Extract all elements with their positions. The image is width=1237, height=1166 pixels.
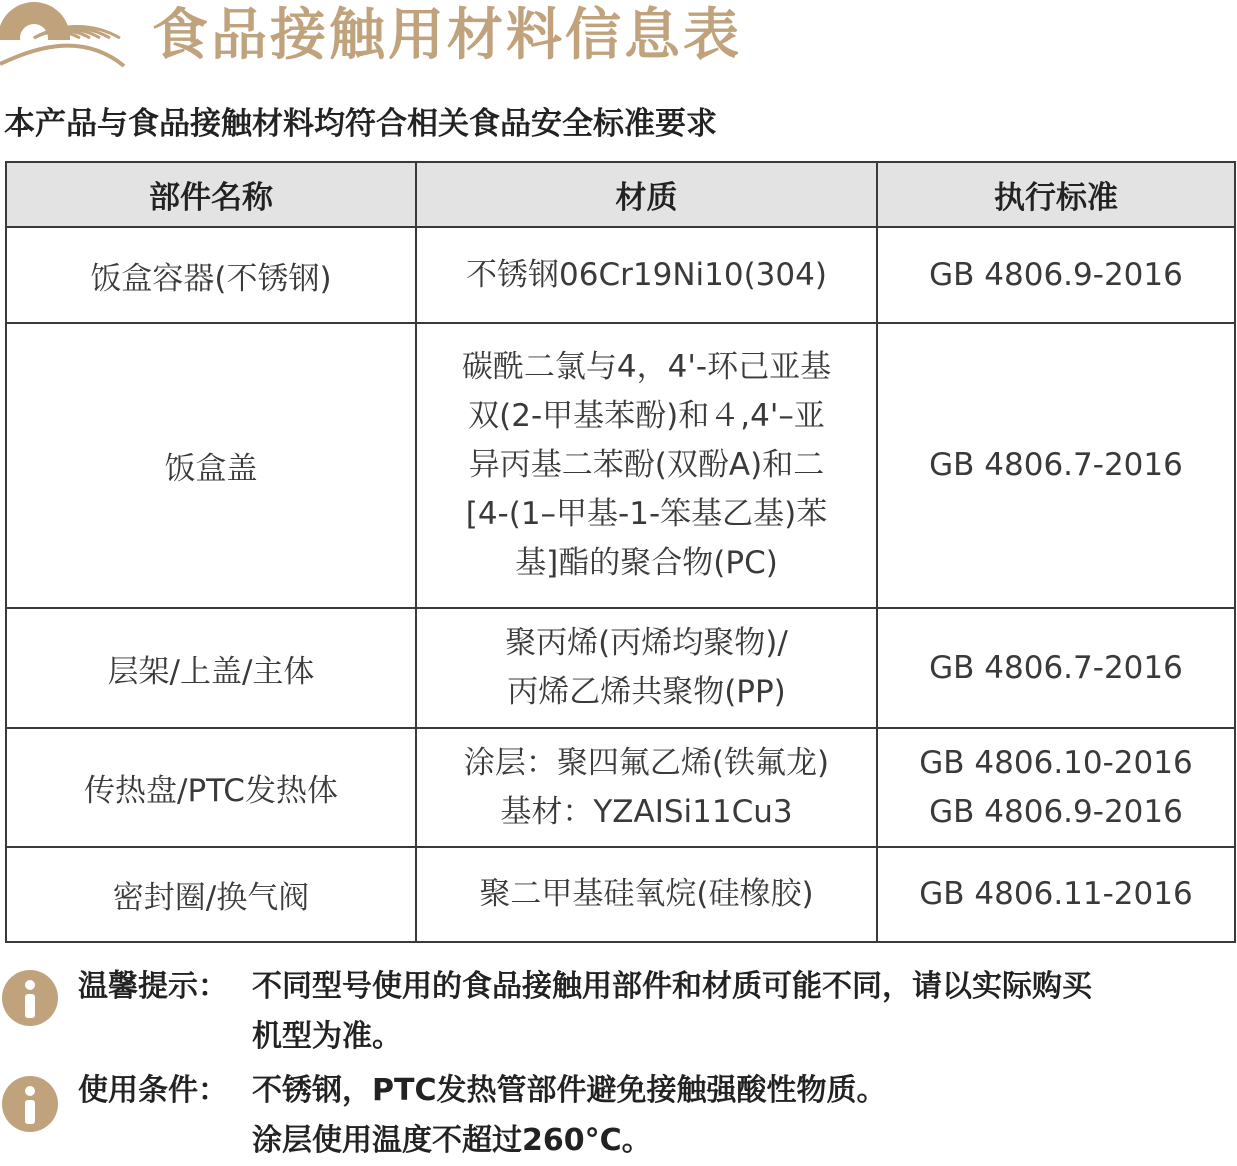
standard-line: GB 4806.7-2016	[929, 447, 1183, 483]
material-line: 基材：YZAISi11Cu3	[500, 793, 793, 830]
part-cell: 密封圈/换气阀	[6, 847, 416, 942]
usage-line: 不锈钢，PTC发热管部件避免接触强酸性物质。	[252, 1073, 887, 1108]
material-line: 异丙基二苯酚(双酚A)和二	[468, 447, 825, 483]
standard-cell	[877, 323, 1235, 608]
material-line: 聚丙烯(丙烯均聚物)/	[505, 625, 788, 661]
standard-line: GB 4806.10-2016	[919, 744, 1193, 781]
table-row	[6, 608, 1235, 728]
part-cell: 饭盒容器(不锈钢)	[6, 227, 416, 323]
info-icon	[2, 970, 58, 1026]
page-subtitle: 本产品与食品接触材料均符合相关食品安全标准要求	[4, 106, 717, 142]
materials-table	[5, 161, 1236, 943]
tip-line: 机型为准。	[252, 1019, 402, 1054]
info-icon	[2, 1076, 58, 1132]
material-line: [4-(1–甲基-1-笨基乙基)苯	[465, 496, 828, 532]
material-line: 丙烯乙烯共聚物(PP)	[507, 674, 786, 710]
standard-cell	[877, 847, 1235, 942]
material-cell	[416, 847, 877, 942]
material-line: 不锈钢06Cr19Ni10(304)	[466, 256, 827, 293]
part-cell: 传热盘/PTC发热体	[6, 728, 416, 847]
tip-line: 不同型号使用的食品接触用部件和材质可能不同，请以实际购买	[252, 969, 1092, 1004]
tip-text	[252, 962, 1229, 1062]
standard-line: GB 4806.9-2016	[929, 793, 1183, 830]
usage-text	[252, 1066, 1229, 1166]
column-header-standard: 执行标准	[877, 162, 1235, 227]
material-cell	[416, 728, 877, 847]
table-row	[6, 227, 1235, 323]
table-row	[6, 323, 1235, 608]
table-row	[6, 728, 1235, 847]
material-line: 聚二甲基硅氧烷(硅橡胶)	[479, 876, 814, 912]
standard-line: GB 4806.11-2016	[919, 876, 1193, 912]
material-line: 双(2-甲基苯酚)和４,4'–亚	[468, 398, 825, 434]
material-cell	[416, 323, 877, 608]
material-cell	[416, 608, 877, 728]
usage-label: 使用条件：	[78, 1073, 228, 1108]
material-cell	[416, 227, 877, 323]
part-cell: 饭盒盖	[6, 323, 416, 608]
table-header-row	[6, 162, 1235, 227]
standard-cell	[877, 728, 1235, 847]
material-line: 基]酯的聚合物(PC)	[515, 545, 778, 581]
tip-label: 温馨提示：	[78, 969, 228, 1004]
tip-note	[0, 962, 1237, 1062]
table-row	[6, 847, 1235, 942]
column-header-part: 部件名称	[6, 162, 416, 227]
usage-line: 涂层使用温度不超过260°C。	[252, 1123, 652, 1158]
page-title: 食品接触用材料信息表	[152, 3, 742, 68]
standard-cell	[877, 227, 1235, 323]
material-line: 涂层：聚四氟乙烯(铁氟龙)	[463, 744, 830, 781]
column-header-material: 材质	[416, 162, 877, 227]
standard-line: GB 4806.7-2016	[929, 649, 1183, 686]
part-cell: 层架/上盖/主体	[6, 608, 416, 728]
standard-cell	[877, 608, 1235, 728]
usage-note	[0, 1066, 1237, 1158]
brand-logo-icon	[0, 0, 130, 70]
standard-line: GB 4806.9-2016	[929, 256, 1183, 293]
material-line: 碳酰二氯与4，4'-环己亚基	[461, 349, 832, 385]
